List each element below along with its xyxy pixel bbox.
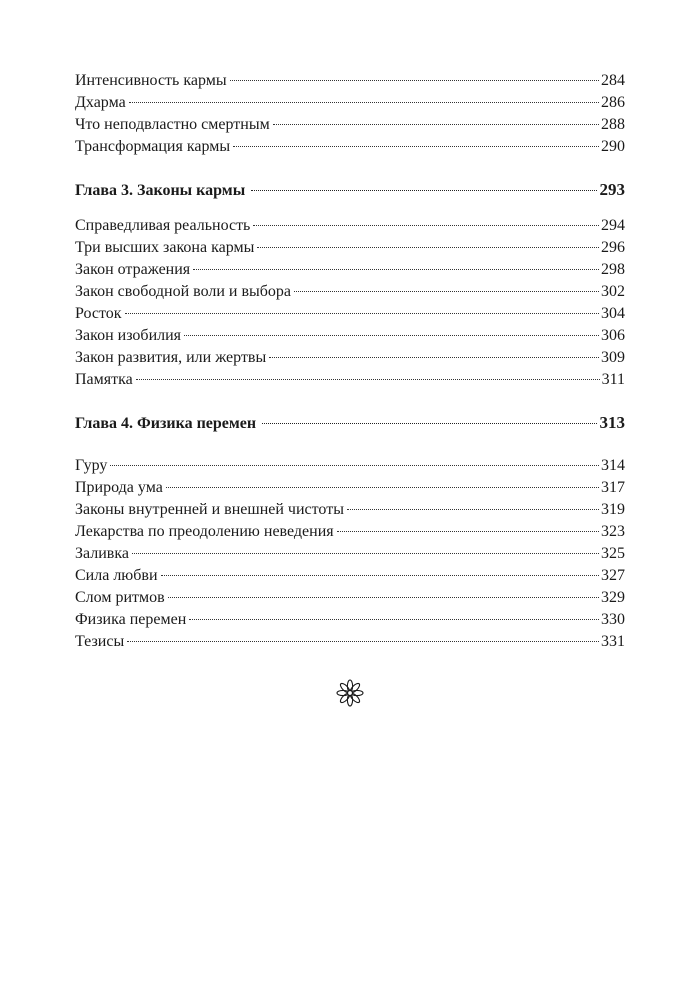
- toc-entry-page: 306: [601, 327, 625, 344]
- dot-leader: [136, 379, 600, 380]
- toc-entry-page: 319: [601, 501, 625, 518]
- toc-entry-page: 323: [601, 523, 625, 540]
- toc-entry-title: Слом ритмов: [75, 589, 165, 606]
- dot-leader: [166, 487, 599, 488]
- toc-entry-page: 329: [601, 589, 625, 606]
- toc-entry-page: 286: [601, 94, 625, 111]
- chapter-3-heading-block: [75, 178, 625, 202]
- toc-entry-title: Физика перемен: [75, 611, 187, 628]
- chapter-title: Глава 3. Законы кармы: [75, 182, 246, 199]
- flower-ornament-icon: [335, 678, 365, 708]
- dot-leader: [125, 313, 599, 314]
- toc-entry[interactable]: [75, 369, 625, 391]
- toc-entry[interactable]: [75, 136, 625, 158]
- toc-entry-title: Природа ума: [75, 479, 163, 496]
- toc-entry-title: Три высших закона кармы: [75, 239, 255, 256]
- toc-entry-page: 325: [601, 545, 625, 562]
- toc-section-1: [75, 70, 625, 158]
- dot-leader: [257, 247, 599, 248]
- toc-entry-title: Сила любви: [75, 567, 158, 584]
- dot-leader: [251, 190, 596, 191]
- toc-entry-title: Справедливая реальность: [75, 217, 251, 234]
- dot-leader: [110, 465, 599, 466]
- toc-entry-title: Лекарства по преодолению неведения: [75, 523, 334, 540]
- chapter-title: Глава 4. Физика перемен: [75, 415, 257, 432]
- toc-entry-title: Росток: [75, 305, 122, 322]
- toc-entry-page: 296: [601, 239, 625, 256]
- toc-entry-title: Закон отражения: [75, 261, 191, 278]
- toc-entry-title: Закон развития, или жертвы: [75, 349, 267, 366]
- toc-entry-title: Гуру: [75, 457, 108, 474]
- toc-chapter-heading[interactable]: [75, 178, 625, 202]
- dot-leader: [129, 102, 599, 103]
- toc-entry-page: 317: [601, 479, 625, 496]
- dot-leader: [230, 80, 599, 81]
- toc-entry[interactable]: [75, 631, 625, 653]
- dot-leader: [193, 269, 599, 270]
- dot-leader: [347, 509, 599, 510]
- chapter-4-heading-block: [75, 411, 625, 435]
- toc-entry-page: 294: [601, 217, 625, 234]
- toc-entry-title: Трансформация кармы: [75, 138, 231, 155]
- dot-leader: [337, 531, 599, 532]
- toc-entry-page: 288: [601, 116, 625, 133]
- toc-entry-page: 302: [601, 283, 625, 300]
- dot-leader: [273, 124, 599, 125]
- dot-leader: [184, 335, 599, 336]
- toc-entry-title: Что неподвластно смертным: [75, 116, 270, 133]
- toc-entry[interactable]: [75, 565, 625, 587]
- toc-section-2: [75, 215, 625, 391]
- toc-entry-title: Закон изобилия: [75, 327, 182, 344]
- toc-entry[interactable]: [75, 281, 625, 303]
- toc-entry-page: 298: [601, 261, 625, 278]
- toc-entry[interactable]: [75, 92, 625, 114]
- toc-entry-page: 311: [601, 371, 625, 388]
- toc-entry-title: Памятка: [75, 371, 133, 388]
- toc-entry[interactable]: [75, 114, 625, 136]
- dot-leader: [168, 597, 599, 598]
- toc-entry-title: Дхарма: [75, 94, 126, 111]
- toc-entry[interactable]: [75, 499, 625, 521]
- toc-entry-page: 331: [601, 633, 625, 650]
- toc-entry[interactable]: [75, 237, 625, 259]
- toc-entry-title: Законы внутренней и внешней чистоты: [75, 501, 344, 518]
- toc-section-3: [75, 455, 625, 653]
- dot-leader: [161, 575, 599, 576]
- dot-leader: [269, 357, 599, 358]
- dot-leader: [262, 423, 596, 424]
- toc-entry-page: 290: [601, 138, 625, 155]
- toc-entry-page: 284: [601, 72, 625, 89]
- toc-entry-page: 327: [601, 567, 625, 584]
- toc-entry-page: 314: [601, 457, 625, 474]
- toc-entry-title: Закон свободной воли и выбора: [75, 283, 292, 300]
- toc-entry[interactable]: [75, 325, 625, 347]
- toc-entry-title: Тезисы: [75, 633, 125, 650]
- dot-leader: [132, 553, 599, 554]
- toc-entry-page: 330: [601, 611, 625, 628]
- dot-leader: [233, 146, 599, 147]
- dot-leader: [189, 619, 599, 620]
- toc-chapter-heading[interactable]: [75, 411, 625, 435]
- dot-leader: [127, 641, 599, 642]
- dot-leader: [253, 225, 599, 226]
- toc-entry[interactable]: [75, 609, 625, 631]
- toc-entry[interactable]: [75, 259, 625, 281]
- toc-entry[interactable]: [75, 521, 625, 543]
- toc-entry-page: 304: [601, 305, 625, 322]
- toc-entry-title: Интенсивность кармы: [75, 72, 227, 89]
- dot-leader: [294, 291, 599, 292]
- toc-entry[interactable]: [75, 587, 625, 609]
- chapter-page: 293: [599, 180, 625, 199]
- toc-entry[interactable]: [75, 70, 625, 92]
- toc-entry-title: Заливка: [75, 545, 129, 562]
- toc-entry[interactable]: [75, 303, 625, 325]
- toc-entry[interactable]: [75, 215, 625, 237]
- toc-entry-page: 309: [601, 349, 625, 366]
- toc-entry[interactable]: [75, 455, 625, 477]
- toc-entry[interactable]: [75, 543, 625, 565]
- toc-entry[interactable]: [75, 347, 625, 369]
- chapter-page: 313: [599, 413, 625, 432]
- toc-entry[interactable]: [75, 477, 625, 499]
